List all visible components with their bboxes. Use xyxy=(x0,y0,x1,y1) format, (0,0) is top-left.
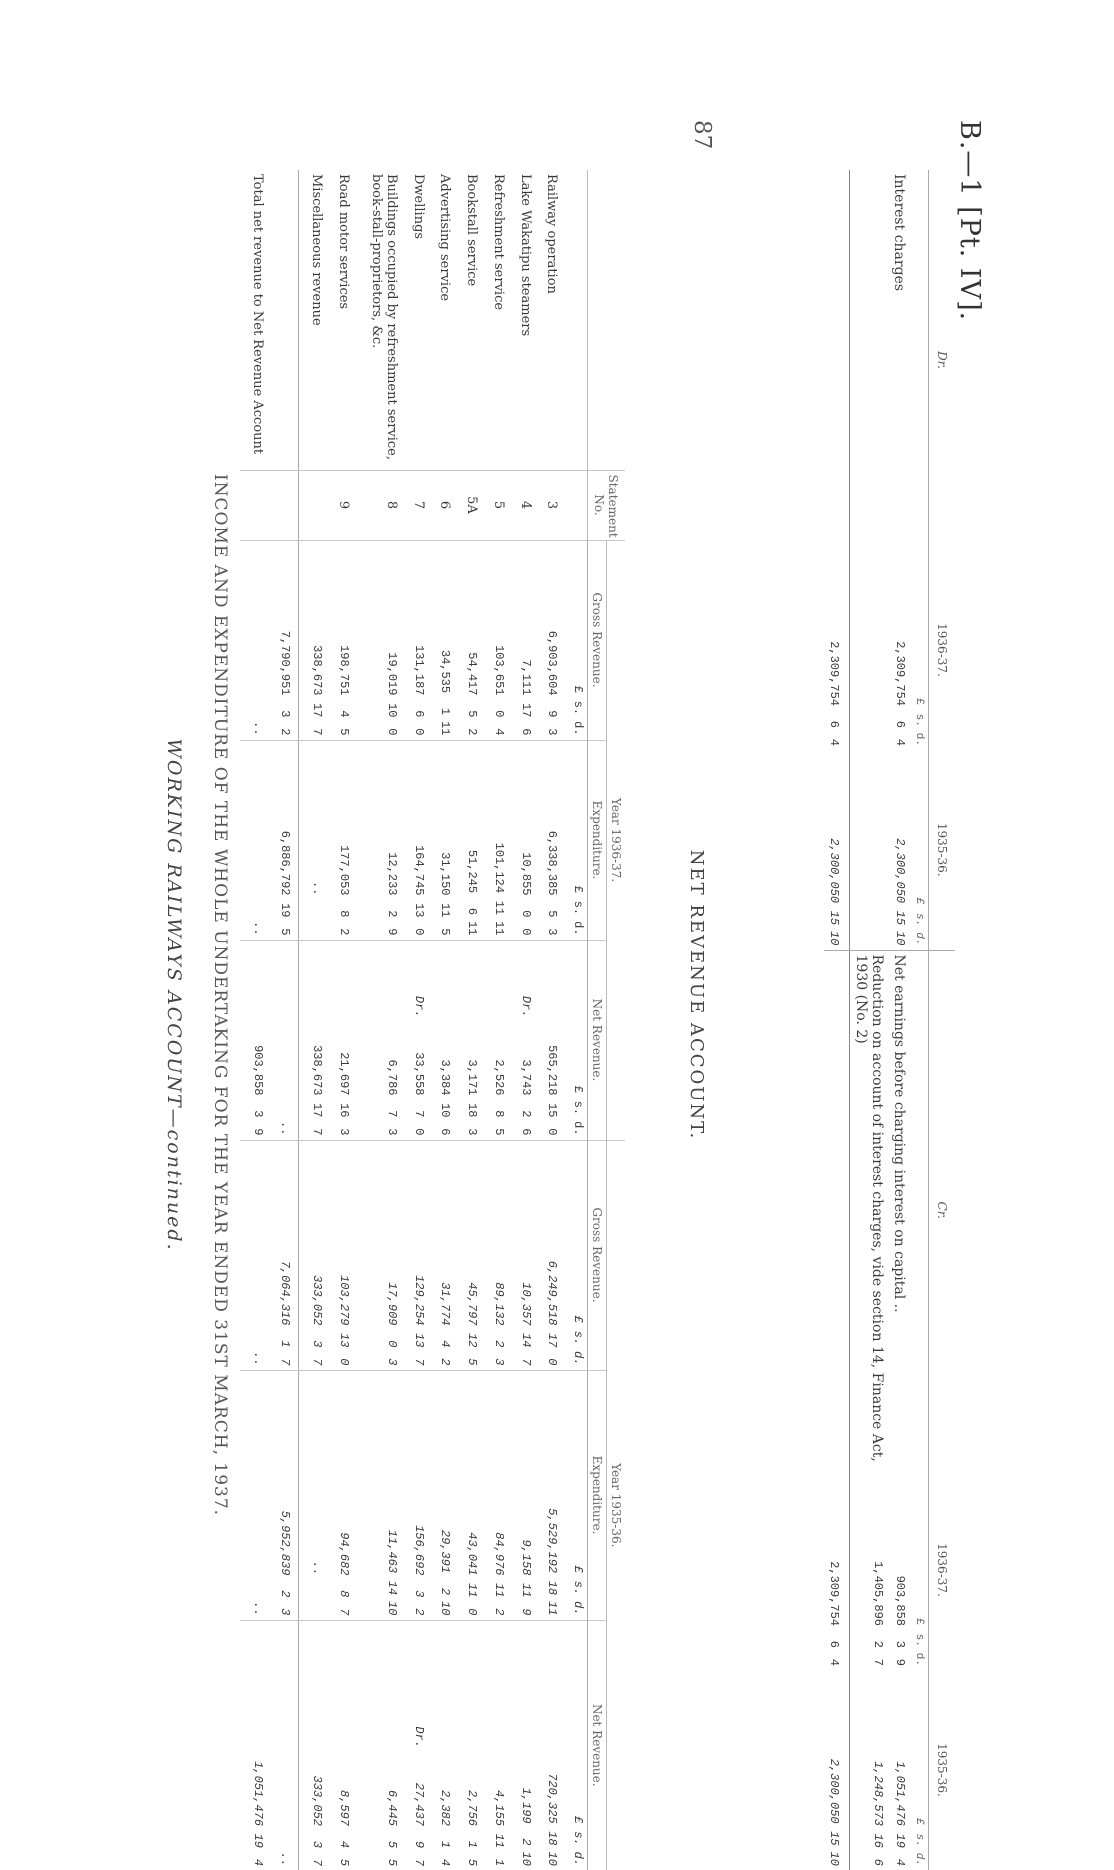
total-net-revenue-label: Total net revenue to Net Revenue Account xyxy=(249,174,265,455)
net-revenue-1936: 565,218 15 0 xyxy=(545,1045,560,1136)
expenditure-1935: 94,682 8 7 xyxy=(336,1532,351,1616)
net-revenue-1935: 4,155 11 1 xyxy=(491,1790,506,1867)
totals-row xyxy=(267,170,299,1870)
gross-revenue-1936: 198,751 4 5 xyxy=(336,645,351,736)
gross-revenue-1936: 131,187 6 0 xyxy=(411,645,426,736)
gross-revenue-1936: 34,535 1 11 xyxy=(438,649,453,736)
interest-charges-1936: 2,309,754 6 4 xyxy=(893,641,907,746)
expenditure-1936: .. xyxy=(310,881,325,896)
interest-charges-1935: 2,300,050 15 10 xyxy=(893,838,907,946)
row-label: Railway operation xyxy=(544,174,560,294)
row-label: Bookstall service xyxy=(464,174,480,287)
expenditure-1935: 9,158 11 9 xyxy=(518,1539,533,1616)
year-1936-37-header: Year 1936-37. xyxy=(607,540,626,1140)
net-revenue-1935: 2,382 1 4 xyxy=(438,1790,453,1867)
expenditure-1935: 29,391 2 10 xyxy=(438,1529,453,1616)
net-total-placeholder: .. xyxy=(267,940,299,1140)
net-revenue-1936: 6,786 7 3 xyxy=(384,1059,399,1136)
net-revenue-1935: 8,597 4 5 xyxy=(336,1790,351,1867)
row-label: Advertising service xyxy=(437,174,453,302)
statement-number: 5A xyxy=(454,470,481,540)
table-row xyxy=(481,170,508,1870)
total-net-revenue-1936: 903,858 3 9 xyxy=(250,1045,265,1136)
expenditure-1936: 10,855 0 0 xyxy=(518,852,533,936)
expenditure-1936: 164,745 13 0 xyxy=(411,845,426,936)
gross-revenue-1935: 31,774 4 2 xyxy=(438,1282,453,1366)
units-row xyxy=(561,170,587,1870)
cr-heading: Cr. xyxy=(929,950,956,1470)
statement-number: 9 xyxy=(326,470,353,540)
page-title: WORKING RAILWAYS ACCOUNT—continued. xyxy=(163,738,185,1252)
dr-heading: Dr. xyxy=(929,170,956,550)
debit-marker: Dr. xyxy=(411,1726,426,1749)
unit-header: £ s. d. xyxy=(571,1816,585,1867)
expenditure-1936: 6,338,385 5 3 xyxy=(545,830,560,936)
row-label: Road motor services xyxy=(335,174,351,310)
net-revenue-1935: 720,325 18 10 xyxy=(545,1773,560,1867)
nra-dr-1936-header: 1936-37. xyxy=(929,550,956,750)
net-revenue-1936: Dr. 3,743 2 6 xyxy=(518,995,533,1136)
row-label: Buildings occupied by refreshment service, book-stall-proprietors, &c. xyxy=(368,174,399,461)
table-row xyxy=(326,170,353,1870)
expenditure-1935: 43,041 11 0 xyxy=(465,1532,480,1616)
gross-revenue-1936: 19,019 10 0 xyxy=(384,652,399,736)
unit-header: £ s. d. xyxy=(571,685,585,736)
gross-revenue-1935: 17,909 0 3 xyxy=(384,1282,399,1366)
row-label: Refreshment service xyxy=(490,174,506,311)
cr-total-1935: 2,300,050 15 10 xyxy=(827,1758,841,1866)
expenditure-total-1935: 5,952,839 2 3 xyxy=(278,1510,293,1616)
expenditure-1935: .. xyxy=(310,1561,325,1576)
expenditure-1935: 84,976 11 2 xyxy=(491,1532,506,1616)
net-revenue-1935: 2,756 1 5 xyxy=(465,1790,480,1867)
gross-revenue-total-1935: 7,064,316 1 7 xyxy=(278,1260,293,1366)
table-row xyxy=(454,170,481,1870)
total-net-revenue-1935: 1,051,476 19 4 xyxy=(250,1761,265,1867)
unit-header: £ s. d. xyxy=(571,1315,585,1366)
gross-revenue-1936: 6,903,604 9 3 xyxy=(545,630,560,736)
interest-charges-label: Interest charges xyxy=(891,174,907,292)
net-earnings-label: Net earnings before charging interest on capital .. xyxy=(888,950,910,1470)
total-net-revenue-row xyxy=(240,170,267,1870)
nra-cr-1936-header: 1936-37. xyxy=(929,1470,956,1670)
ellipsis: .. xyxy=(240,740,267,940)
unit-header: £ s. d. xyxy=(571,1085,585,1136)
table-row xyxy=(428,170,455,1870)
gross-revenue-1935: 10,357 14 7 xyxy=(518,1282,533,1366)
expenditure-1935: 5,529,192 18 11 xyxy=(545,1508,560,1616)
row-label: Lake Wakatipu steamers xyxy=(517,174,533,337)
net-revenue-1935: 333,052 3 7 xyxy=(310,1775,325,1867)
cr-total-1936: 2,309,754 6 4 xyxy=(827,1561,841,1666)
expenditure-1936: 177,053 8 2 xyxy=(336,845,351,936)
unit-header: £ s. d. xyxy=(571,885,585,936)
gross-revenue-1935: 333,052 3 7 xyxy=(310,1275,325,1366)
expenditure-1936: 31,150 11 5 xyxy=(438,852,453,936)
gross-revenue-1936: 338,673 17 7 xyxy=(310,645,325,736)
expenditure-1935: 156,692 3 2 xyxy=(411,1525,426,1616)
interest-reduction-1935: 1,248,573 16 6 xyxy=(871,1761,885,1866)
net-revenue-1936: 2,526 8 5 xyxy=(491,1059,506,1136)
expenditure-1936: 101,124 11 11 xyxy=(491,842,506,936)
debit-marker: Dr. xyxy=(411,995,426,1018)
row-label: Miscellaneous revenue xyxy=(309,174,325,326)
section-reference: B.—1 [Pt. IV]. xyxy=(954,120,985,322)
expenditure-1936: 51,245 6 11 xyxy=(465,849,480,936)
description-header xyxy=(588,170,626,470)
ellipsis: .. xyxy=(240,1140,267,1370)
page-number: 87 xyxy=(689,120,715,150)
net-revenue-1936: 3,384 10 6 xyxy=(438,1059,453,1136)
table-row xyxy=(508,170,535,1870)
unit-header: £ s. d. xyxy=(571,1565,585,1616)
net-earnings-1936: 903,858 3 9 xyxy=(893,1575,907,1666)
statement-number xyxy=(299,470,326,540)
net-revenue-header-1936: Net Revenue. xyxy=(588,940,607,1140)
gross-revenue-1936: 7,111 17 6 xyxy=(518,659,533,736)
nra-dr-1935-header: 1935-36. xyxy=(929,750,956,950)
debit-marker: Dr. xyxy=(518,995,533,1018)
gross-revenue-1935: 129,254 13 7 xyxy=(411,1275,426,1366)
statement-no-header: Statement No. xyxy=(588,470,626,540)
net-earnings-1935: 1,051,476 19 4 xyxy=(893,1761,907,1866)
net-revenue-account-title: NET REVENUE ACCOUNT. xyxy=(686,849,707,1141)
gross-revenue-1936: 103,651 0 4 xyxy=(491,645,506,736)
expenditure-header-1935: Expenditure. xyxy=(588,1370,607,1620)
ellipsis: .. xyxy=(240,540,267,740)
dr-total-1935: 2,300,050 15 10 xyxy=(827,838,841,946)
expenditure-1935: 11,463 14 10 xyxy=(384,1529,399,1616)
statement-number: 5 xyxy=(481,470,508,540)
table-row xyxy=(299,170,326,1870)
income-expenditure-table xyxy=(240,170,625,1870)
gross-revenue-1935: 6,249,518 17 0 xyxy=(545,1260,560,1366)
nra-cr-1935-header: 1935-36. xyxy=(929,1670,956,1870)
net-revenue-1935: 6,445 5 5 xyxy=(384,1790,399,1867)
net-total-placeholder: .. xyxy=(267,1620,299,1870)
statement-number: 8 xyxy=(353,470,401,540)
statement-number: 7 xyxy=(401,470,428,540)
gross-revenue-1935: 45,797 12 5 xyxy=(465,1282,480,1366)
table-row xyxy=(535,170,562,1870)
statement-number: 4 xyxy=(508,470,535,540)
net-revenue-header-1935: Net Revenue. xyxy=(588,1620,607,1870)
row-label: Dwellings xyxy=(410,174,426,240)
dr-total-1936: 2,309,754 6 4 xyxy=(827,641,841,746)
statement-number: 3 xyxy=(535,470,562,540)
gross-revenue-1936: 54,417 5 2 xyxy=(465,652,480,736)
net-revenue-1936: Dr. 33,558 7 0 xyxy=(411,995,426,1136)
net-revenue-1936: 338,673 17 7 xyxy=(310,1045,325,1136)
table-row xyxy=(353,170,401,1870)
gross-revenue-header-1935: Gross Revenue. xyxy=(588,1140,607,1370)
net-revenue-1935: 1,199 2 10 xyxy=(518,1787,533,1867)
gross-revenue-header-1936: Gross Revenue. xyxy=(588,540,607,740)
rotated-content xyxy=(125,120,1025,1870)
ellipsis: .. xyxy=(240,1370,267,1620)
statement-number: 6 xyxy=(428,470,455,540)
net-revenue-account: Dr. 1936-37. 1935-36. Cr. 1936-37. 1935-36. £ s. d. £ s. d. £ s. d. £ s. d. Interest charges 2,309,754 6 4 2,300,050 15 10 Net earnings before charging interest on capital .. 903,858 3 9 1,051,476 19 4 Reduction on account of interest charges, vide section 14, Finance Act, 1930 (No. 2) 1,405,896 2 7 1,248,573 16 6 2,309,754 6 4 2,300,050 15 10 2,309,754 6 4 2,300,050 15 10 xyxy=(720,170,955,1870)
gross-revenue-total-1936: 7,790,951 3 2 xyxy=(278,630,293,736)
gross-revenue-1935: 89,132 2 3 xyxy=(491,1282,506,1366)
expenditure-header-1936: Expenditure. xyxy=(588,740,607,940)
table-row xyxy=(401,170,428,1870)
year-1935-36-header: Year 1935-36. xyxy=(607,1140,626,1870)
expenditure-total-1936: 6,886,792 19 5 xyxy=(278,830,293,936)
net-revenue-1936: 21,697 16 3 xyxy=(336,1052,351,1136)
interest-reduction-1936: 1,405,896 2 7 xyxy=(871,1561,885,1666)
page-subtitle: INCOME AND EXPENDITURE OF THE WHOLE UNDERTAKING FOR THE YEAR ENDED 31ST MARCH, 1937. xyxy=(210,473,230,1517)
interest-reduction-label: Reduction on account of interest charges, vide section 14, Finance Act, 1930 (No. 2) xyxy=(850,950,889,1470)
net-revenue-1936: 3,171 18 3 xyxy=(465,1059,480,1136)
expenditure-1936: 12,233 2 9 xyxy=(384,852,399,936)
net-revenue-1935: Dr. 27,437 9 7 xyxy=(411,1726,426,1867)
gross-revenue-1935: 103,279 13 0 xyxy=(336,1275,351,1366)
